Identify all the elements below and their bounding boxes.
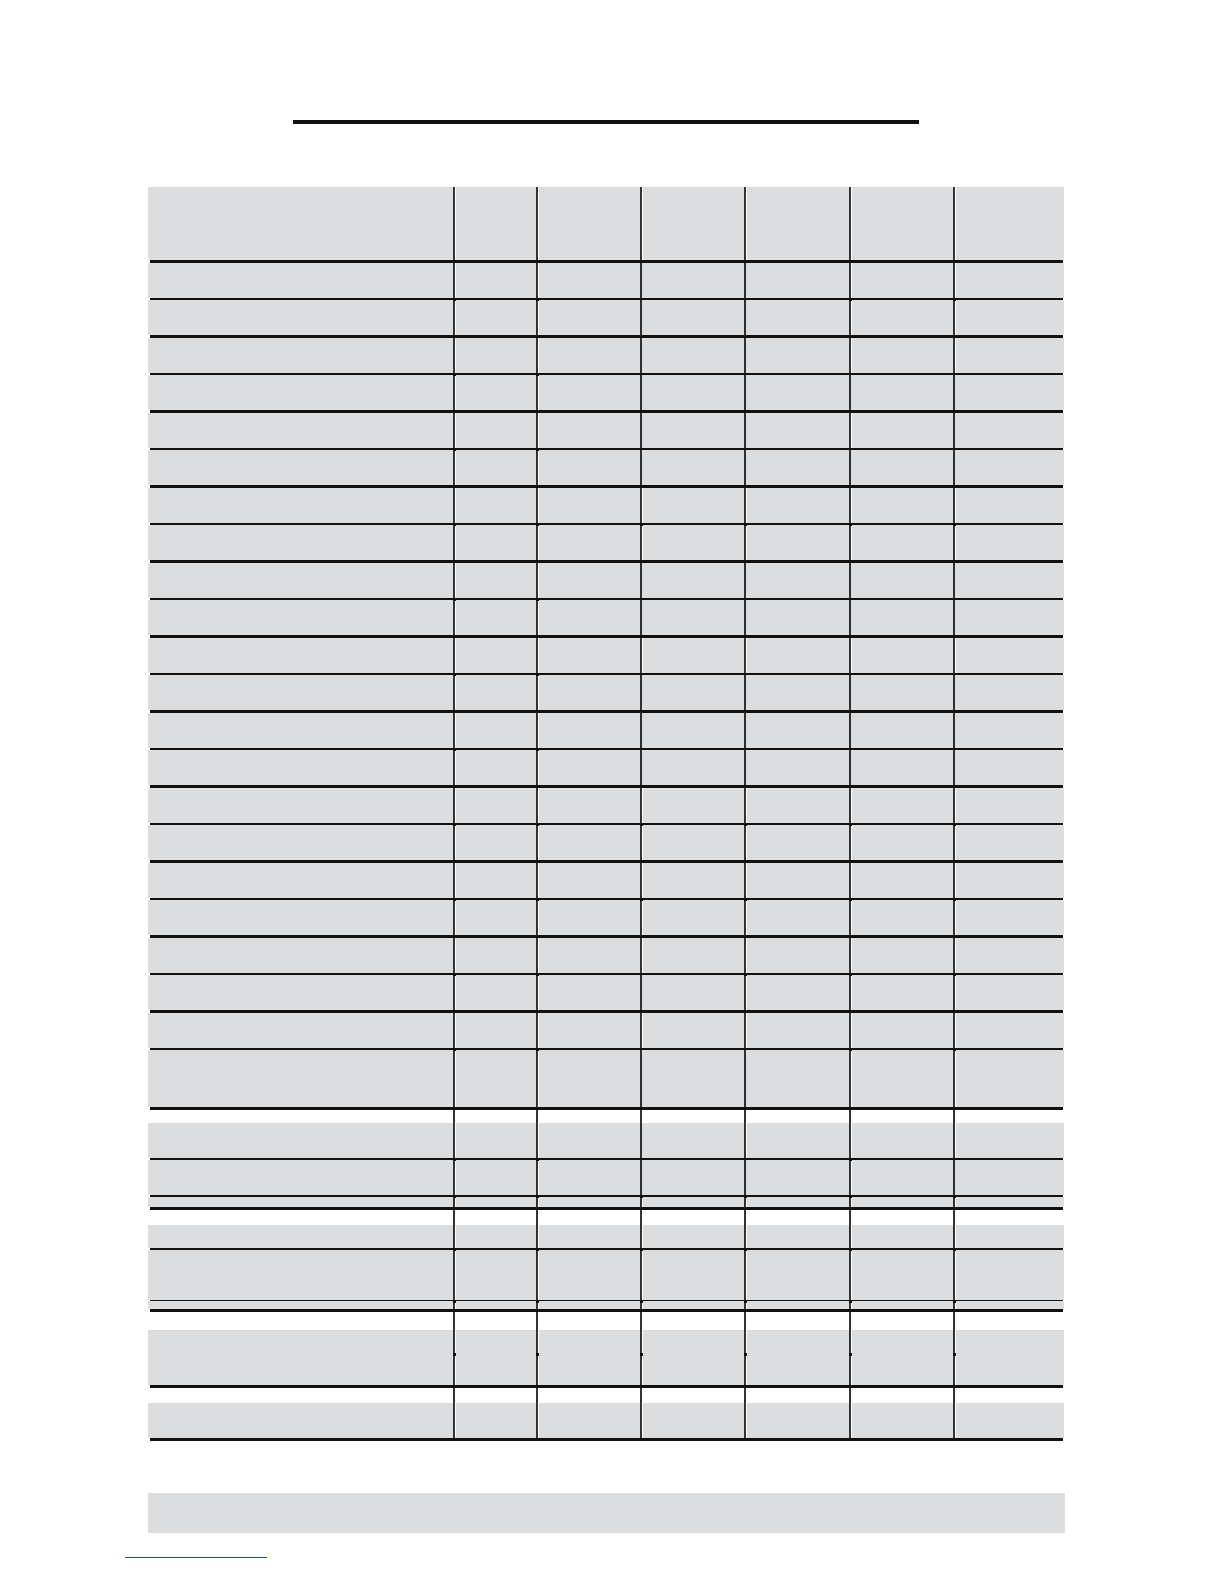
table-row <box>148 375 1065 410</box>
table-row <box>148 1330 1065 1353</box>
value-cell <box>539 750 1064 785</box>
value-cell <box>956 1301 1064 1309</box>
value-cell <box>643 525 744 560</box>
value-cell <box>852 1250 953 1300</box>
value-cell <box>747 488 849 523</box>
row-divider <box>150 1107 1063 1110</box>
row-label-cell <box>148 1050 453 1107</box>
value-cell <box>643 187 744 260</box>
value-cell <box>456 750 536 785</box>
row-label-cell <box>148 863 453 898</box>
table-row <box>148 1353 1065 1385</box>
bottom-link-underline[interactable] <box>125 1557 267 1558</box>
value-cell <box>747 1013 849 1048</box>
value-cell <box>747 638 849 673</box>
value-cell <box>956 900 1064 935</box>
value-cell <box>539 413 849 448</box>
value-cell <box>852 863 953 898</box>
value-cell <box>852 1013 953 1048</box>
footer-bar <box>148 1493 1065 1533</box>
table-row <box>148 187 1065 260</box>
value-cell <box>643 1197 744 1207</box>
table-row <box>148 1050 1065 1107</box>
row-divider <box>150 1309 1063 1312</box>
row-label-cell <box>148 525 453 560</box>
row-label-cell <box>148 750 453 785</box>
value-cell <box>456 1123 536 1158</box>
value-cell <box>643 938 744 973</box>
row-label-cell <box>148 1225 453 1248</box>
value-cell <box>956 488 1064 523</box>
value-cell <box>852 488 953 523</box>
value-cell <box>539 1160 849 1195</box>
table-row <box>148 1403 1065 1438</box>
value-cell <box>852 900 953 935</box>
value-cell <box>643 1301 744 1309</box>
value-cell <box>956 938 1064 973</box>
table-row <box>148 263 1065 298</box>
value-cell <box>456 788 536 823</box>
table-row <box>148 863 1065 898</box>
row-label-cell <box>148 1330 453 1353</box>
value-cell <box>747 1403 849 1438</box>
value-cell <box>852 1160 1064 1195</box>
row-label-cell <box>148 375 453 410</box>
value-cell <box>539 1330 640 1353</box>
table-row <box>148 1250 1065 1300</box>
value-cell <box>956 187 1064 260</box>
value-cell <box>956 263 1064 298</box>
value-cell <box>643 788 744 823</box>
value-cell <box>747 1301 849 1309</box>
value-cell <box>852 975 953 1010</box>
value-cell <box>956 1050 1064 1107</box>
value-cell <box>456 600 536 635</box>
value-cell <box>852 187 953 260</box>
table-row <box>148 638 1065 673</box>
table-row <box>148 1013 1065 1048</box>
table-row <box>148 788 1065 823</box>
value-cell <box>456 413 536 448</box>
value-cell <box>956 1403 1064 1438</box>
value-cell <box>539 638 640 673</box>
row-label-cell <box>148 975 453 1010</box>
value-cell <box>539 525 640 560</box>
value-cell <box>852 788 953 823</box>
value-cell <box>539 1403 640 1438</box>
value-cell <box>852 338 953 373</box>
row-label-cell <box>148 300 453 335</box>
value-cell <box>643 1250 744 1300</box>
value-cell <box>456 638 536 673</box>
table-row <box>148 975 1065 1010</box>
value-cell <box>456 863 536 898</box>
value-cell <box>456 938 536 973</box>
table-row <box>148 675 1065 710</box>
row-divider <box>150 1438 1063 1441</box>
row-label-cell <box>148 450 453 485</box>
value-cell <box>539 938 640 973</box>
value-cell <box>539 263 849 298</box>
value-cell <box>539 900 640 935</box>
value-cell <box>539 600 1064 635</box>
row-label-cell <box>148 600 453 635</box>
value-cell <box>456 300 536 335</box>
value-cell <box>852 1353 953 1385</box>
value-cell <box>539 338 849 373</box>
value-cell <box>456 1160 536 1195</box>
table-row <box>148 413 1065 448</box>
value-cell <box>456 1050 536 1107</box>
row-label-cell <box>148 788 453 823</box>
column-divider <box>453 187 455 1441</box>
value-cell <box>956 1013 1064 1048</box>
table-row <box>148 450 1065 485</box>
row-label-cell <box>148 900 453 935</box>
row-label-cell <box>148 675 453 710</box>
value-cell <box>456 1250 536 1300</box>
value-cell <box>956 1250 1064 1300</box>
value-cell <box>456 375 536 410</box>
row-label-cell <box>148 638 453 673</box>
value-cell <box>747 187 849 260</box>
row-label-cell <box>148 1123 453 1158</box>
table-row <box>148 1225 1065 1248</box>
column-divider <box>953 187 955 1441</box>
value-cell <box>956 1330 1064 1353</box>
value-cell <box>747 863 849 898</box>
column-divider <box>536 187 538 1441</box>
value-cell <box>539 825 640 860</box>
value-cell <box>956 1123 1064 1158</box>
value-cell <box>956 975 1064 1010</box>
value-cell <box>539 1225 640 1248</box>
value-cell <box>956 1225 1064 1248</box>
value-cell <box>643 863 744 898</box>
value-cell <box>852 1123 953 1158</box>
value-cell <box>852 1330 953 1353</box>
value-cell <box>852 638 953 673</box>
column-divider <box>744 187 746 1441</box>
column-divider <box>640 187 642 1441</box>
value-cell <box>539 488 640 523</box>
value-cell <box>539 863 640 898</box>
value-cell <box>643 1403 744 1438</box>
value-cell <box>643 1330 744 1353</box>
value-cell <box>456 1330 536 1353</box>
value-cell <box>456 338 536 373</box>
table-row <box>148 1301 1065 1309</box>
title-rule <box>293 120 919 124</box>
value-cell <box>456 1013 536 1048</box>
value-cell <box>852 1197 953 1207</box>
value-cell <box>456 1301 536 1309</box>
value-cell <box>747 975 849 1010</box>
spec-table <box>148 187 1065 1442</box>
value-cell <box>539 1050 849 1107</box>
value-cell <box>956 338 1064 373</box>
row-label-cell <box>148 1013 453 1048</box>
value-cell <box>456 1225 536 1248</box>
value-cell <box>456 1403 536 1438</box>
value-cell <box>539 187 640 260</box>
row-label-cell <box>148 187 453 260</box>
value-cell <box>956 638 1064 673</box>
table-row <box>148 525 1065 560</box>
table-row <box>148 1123 1065 1158</box>
value-cell <box>747 525 849 560</box>
value-cell <box>456 525 536 560</box>
value-cell <box>456 263 536 298</box>
row-label-cell <box>148 263 453 298</box>
value-cell <box>643 825 744 860</box>
value-cell <box>456 825 536 860</box>
value-cell <box>747 938 849 973</box>
value-cell <box>852 525 953 560</box>
table-row <box>148 713 1065 748</box>
row-label-cell <box>148 413 453 448</box>
value-cell <box>956 1353 1064 1385</box>
value-cell <box>956 300 1064 335</box>
value-cell <box>539 300 849 335</box>
table-row <box>148 1197 1065 1207</box>
table-row <box>148 938 1065 973</box>
value-cell <box>643 1013 744 1048</box>
value-cell <box>539 450 1064 485</box>
table-row <box>148 1160 1065 1195</box>
row-label-cell <box>148 338 453 373</box>
row-label-cell <box>148 713 453 748</box>
row-label-cell <box>148 1301 453 1309</box>
row-divider <box>150 1207 1063 1210</box>
table-row <box>148 338 1065 373</box>
table-row <box>148 900 1065 935</box>
value-cell <box>539 788 640 823</box>
value-cell <box>956 788 1064 823</box>
row-label-cell <box>148 938 453 973</box>
value-cell <box>456 900 536 935</box>
value-cell <box>747 1123 849 1158</box>
value-cell <box>852 938 953 973</box>
value-cell <box>539 713 1064 748</box>
table-row <box>148 563 1065 598</box>
row-label-cell <box>148 1250 453 1300</box>
value-cell <box>456 675 536 710</box>
value-cell <box>747 1225 849 1248</box>
table-row <box>148 825 1065 860</box>
value-cell <box>852 300 953 335</box>
table-row <box>148 488 1065 523</box>
value-cell <box>643 900 744 935</box>
value-cell <box>456 450 536 485</box>
value-cell <box>852 263 953 298</box>
value-cell <box>747 788 849 823</box>
value-cell <box>747 900 849 935</box>
value-cell <box>852 1301 953 1309</box>
value-cell <box>456 187 536 260</box>
value-cell <box>456 1197 536 1207</box>
row-label-cell <box>148 1197 453 1207</box>
value-cell <box>539 1013 640 1048</box>
value-cell <box>643 488 744 523</box>
row-label-cell <box>148 1353 453 1385</box>
value-cell <box>539 563 1064 598</box>
row-label-cell <box>148 563 453 598</box>
value-cell <box>747 1353 849 1385</box>
table-row <box>148 300 1065 335</box>
value-cell <box>956 525 1064 560</box>
value-cell <box>643 1353 744 1385</box>
value-cell <box>539 375 1064 410</box>
table-row <box>148 600 1065 635</box>
value-cell <box>852 825 953 860</box>
value-cell <box>852 1403 953 1438</box>
table-row <box>148 750 1065 785</box>
value-cell <box>747 825 849 860</box>
row-label-cell <box>148 1403 453 1438</box>
row-label-cell <box>148 825 453 860</box>
value-cell <box>643 1225 744 1248</box>
value-cell <box>852 1050 953 1107</box>
value-cell <box>852 1225 953 1248</box>
value-cell <box>456 975 536 1010</box>
value-cell <box>956 825 1064 860</box>
row-label-cell <box>148 488 453 523</box>
value-cell <box>539 1197 640 1207</box>
value-cell <box>956 1197 1064 1207</box>
value-cell <box>747 1330 849 1353</box>
value-cell <box>456 488 536 523</box>
value-cell <box>456 563 536 598</box>
value-cell <box>539 1250 640 1300</box>
value-cell <box>747 1197 849 1207</box>
value-cell <box>456 713 536 748</box>
value-cell <box>852 413 1064 448</box>
value-cell <box>539 1353 640 1385</box>
value-cell <box>643 638 744 673</box>
value-cell <box>539 675 1064 710</box>
value-cell <box>539 1301 640 1309</box>
row-divider <box>150 1385 1063 1388</box>
value-cell <box>956 863 1064 898</box>
value-cell <box>456 1353 536 1385</box>
row-label-cell <box>148 1160 453 1195</box>
value-cell <box>747 1250 849 1300</box>
column-divider <box>849 187 851 1441</box>
